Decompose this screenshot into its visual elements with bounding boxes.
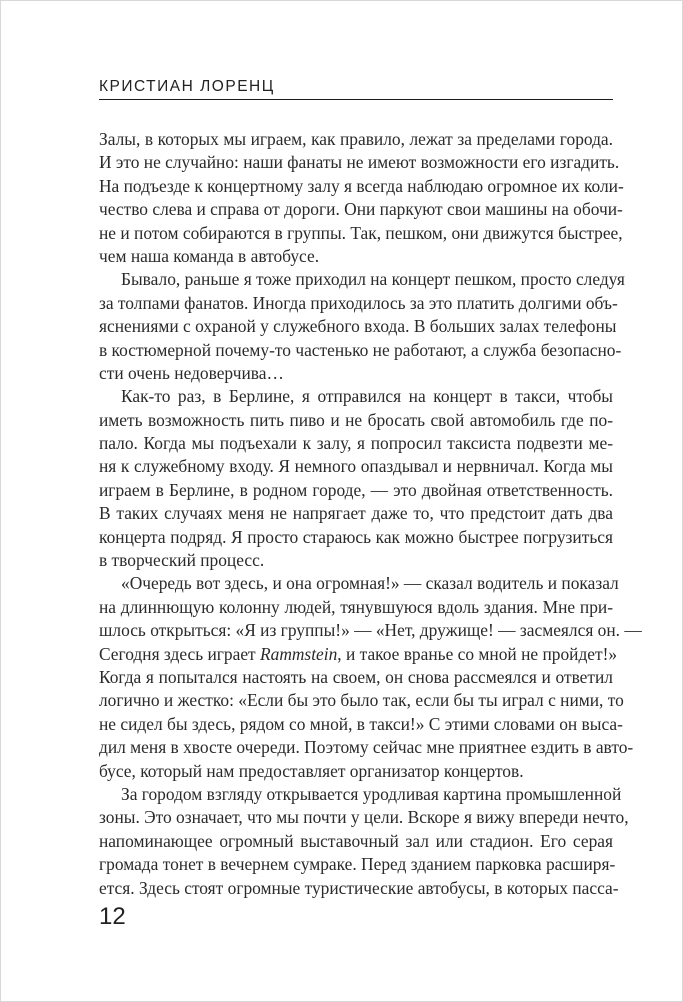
text-line: сти очень недоверчива… [99,362,284,383]
text-line: «Очередь вот здесь, и она огромная!» — сказал водитель и показал [121,573,619,594]
text-line: Бывало, раньше я тоже приходил на концерт пешком, просто следуя [121,269,625,290]
text-line: На подъезде к концертному залу я всегда наблюдаю огромное их коли- [99,175,624,196]
running-header [99,77,613,100]
text-line: И это не случайно: наши фанаты не имеют возможности его изгадить. [99,152,620,173]
text-line: ня к служебному входу. Я немного опаздывал и нервничал. Когда мы [99,456,613,477]
band-name: Rammstein [260,643,338,664]
text-line: громада тонет в вечернем сумраке. Перед зданием парковка расширя- [99,854,616,875]
text-line: логично и жестко: «Если бы это было так, если бы ты играл с ними, то [99,690,624,711]
text-line: ется. Здесь стоят огромные туристические автобусы, в которых пасса- [99,877,619,898]
text-line: чем наша команда в автобусе. [99,245,320,266]
body-text [99,128,642,900]
text-line: Сегодня здесь играет Rammstein, и такое вранье со мной не пройдет!» [99,643,618,664]
page-number: 12 [99,903,126,930]
text-line: на длиннющую колонну людей, тянувшуюся вдоль здания. Мне при- [99,596,613,617]
text-line: чество слева и справа от дороги. Они паркуют свои машины на обочи- [99,199,623,220]
text-line: Как-то раз, в Берлине, я отправился на концерт в такси, чтобы [121,386,613,407]
text-line: зоны. Это означает, что мы почти у цели. Вскоре я вижу впереди нечто, [99,807,629,828]
text-line: Залы, в которых мы играем, как правило, лежат за пределами города. [99,129,613,149]
text-line: Когда я попытался настоять на своем, он снова рассмеялся и ответил [99,666,613,687]
text-line: дил меня в хвосте очереди. Поэтому сейчас мне приятнее ездить в авто- [99,737,634,758]
text-line: не и потом собираются в группы. Так, пешком, они движутся быстрее, [99,222,623,243]
header-author: КРИСТИАН ЛОРЕНЦ [99,78,275,95]
text-line: играем в Берлине, в родном городе, — это двойная ответственность. [99,479,613,500]
text-line: концерта подряд. Я просто стараюсь как можно быстрее погрузиться [99,526,613,547]
text-line: бусе, который нам предоставляет организатор концертов. [99,760,524,781]
text-line: иметь возможность пить пиво и не бросать свой автомобиль где по- [99,409,613,430]
text-line: За городом взгляду открывается уродливая картина промышленной [121,783,622,804]
text-line: в творческий процесс. [99,550,265,571]
text-line: шлось открыться: «Я из группы!» — «Нет, дружище! — засмеялся он. — [99,620,642,641]
text-line: в костюмерной почему-то частенько не работают, а служба безопасно- [99,339,622,360]
text-line: за толпами фанатов. Иногда приходилось за это платить долгими объ- [99,292,618,313]
text-line: не сидел бы здесь, рядом со мной, в такси!» С этими словами он выса- [99,713,623,734]
text-line: пало. Когда мы подъехали к залу, я попросил таксиста подвезти ме- [99,433,613,454]
text-line: В таких случаях меня не напрягает даже то, что предстоит дать два [99,503,613,524]
text-line: напоминающее огромный выставочный зал или стадион. Его серая [99,830,613,851]
text-line: яснениями с охраной у служебного входа. В больших залах телефоны [99,316,617,337]
